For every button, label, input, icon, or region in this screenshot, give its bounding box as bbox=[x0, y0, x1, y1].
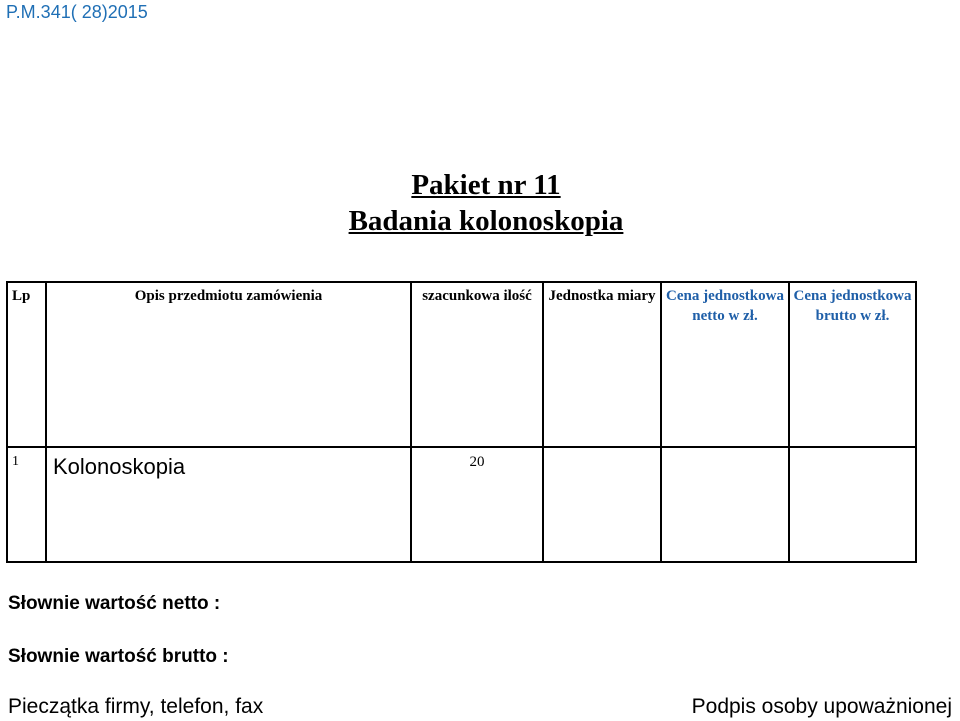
row-description-value: Kolonoskopia bbox=[53, 454, 186, 479]
row-quantity-value: 20 bbox=[469, 454, 485, 470]
cell-gross-price[interactable] bbox=[789, 447, 916, 562]
table-row bbox=[7, 447, 916, 562]
col-header-description: Opis przedmiotu zamówienia bbox=[46, 282, 411, 447]
net-value-in-words-label: Słownie wartość netto : bbox=[8, 593, 221, 614]
cell-quantity bbox=[411, 447, 543, 562]
company-stamp-label: Pieczątka firmy, telefon, fax bbox=[8, 695, 264, 718]
row-lp-value: 1 bbox=[12, 454, 19, 469]
cell-net-price[interactable] bbox=[661, 447, 789, 562]
package-subtitle: Badania kolonoskopia bbox=[348, 205, 624, 237]
document-reference: P.M.341( 28)2015 bbox=[6, 2, 148, 22]
col-header-gross-price: Cena jednostkowa brutto w zł. bbox=[789, 282, 916, 447]
col-header-unit: Jednostka miary bbox=[543, 282, 661, 447]
col-header-lp: Lp bbox=[7, 282, 46, 447]
cell-lp bbox=[7, 447, 46, 562]
gross-value-in-words-label: Słownie wartość brutto : bbox=[8, 646, 229, 667]
order-table bbox=[6, 281, 917, 563]
package-title: Pakiet nr 11 bbox=[411, 169, 561, 201]
cell-unit[interactable] bbox=[543, 447, 661, 562]
cell-description bbox=[46, 447, 411, 562]
col-header-net-price: Cena jednostkowa netto w zł. bbox=[661, 282, 789, 447]
col-header-quantity: szacunkowa ilość bbox=[411, 282, 543, 447]
authorized-signature-label: Podpis osoby upoważnionej bbox=[691, 695, 952, 718]
table-header-row bbox=[7, 282, 916, 447]
